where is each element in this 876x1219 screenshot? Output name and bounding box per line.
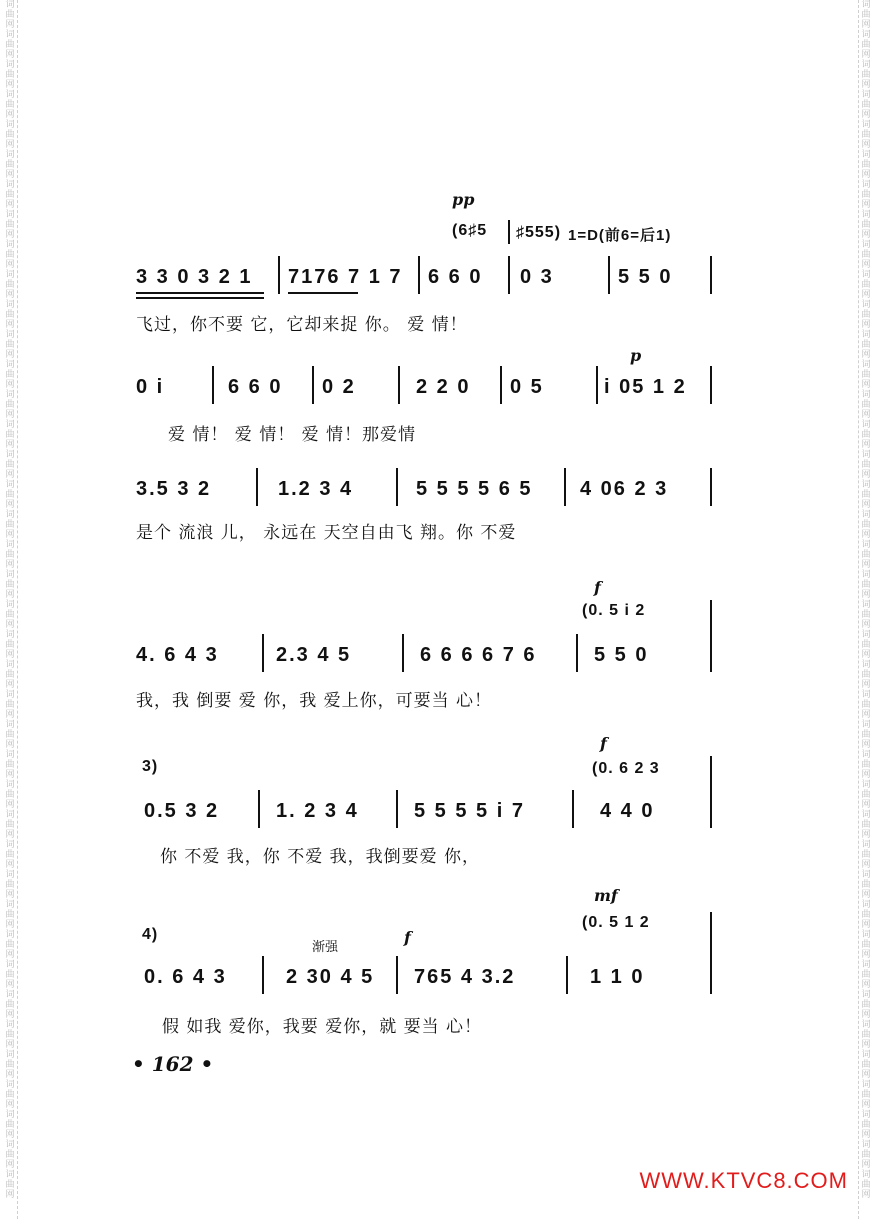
line2-measure4: 2 2 0 [416, 376, 471, 398]
barline [398, 366, 400, 404]
dynamic-f-3: f [404, 928, 411, 947]
barline [418, 256, 420, 294]
barline [402, 634, 404, 672]
line6-measure4: 1 1 0 [590, 966, 645, 988]
dynamic-pp: pp [452, 190, 475, 209]
dynamic-f: f [594, 578, 601, 597]
line1-measure3: 6 6 0 [428, 266, 483, 288]
pickup-notes-2: ♯555) [516, 224, 562, 241]
barline [312, 366, 314, 404]
underline [136, 292, 264, 294]
barline [500, 366, 502, 404]
barline [564, 468, 566, 506]
barline [608, 256, 610, 294]
barline [710, 912, 712, 994]
line5-measure3: 5 5 5 5 i 7 [414, 800, 525, 822]
line3-measure4: 4 06 2 3 [580, 478, 669, 500]
crescendo-marking: 渐强 [312, 940, 339, 955]
line5-measure4: 4 4 0 [600, 800, 655, 822]
right-watermark-strip: 词曲网词曲网词曲网词曲网词曲网词曲网词曲网词曲网词曲网词曲网词曲网词曲网词曲网词曲网词曲网词曲网词曲网词曲网词曲网词曲网词曲网词曲网词曲网词曲网词曲网词曲网词曲网词曲网词曲网词曲网词曲网词曲网词曲网词曲网词曲网词曲网词曲网词曲网词曲网词曲网 [858, 0, 873, 1219]
line2-measure6: i 05 1 2 [604, 376, 687, 398]
barline [710, 468, 712, 506]
line4-measure2: 2.3 4 5 [276, 644, 352, 666]
line4-measure4: 5 5 0 [594, 644, 649, 666]
site-watermark-text: WWW.KTVC8.COM [639, 1168, 848, 1193]
line5-carry-note: 3) [142, 758, 159, 775]
key-change: 1=D(前6=后1) [568, 227, 672, 244]
line3-measure1: 3.5 3 2 [136, 478, 212, 500]
line2-measure2: 6 6 0 [228, 376, 283, 398]
line5-measure1: 0.5 3 2 [144, 800, 220, 822]
line4-measure3: 6 6 6 6 7 6 [420, 644, 537, 666]
dynamic-f-2: f [600, 734, 607, 753]
line5-lyrics: 你 不爱 我，你 不爱 我，我倒要爱 你， [160, 847, 481, 867]
barline [262, 956, 264, 994]
line3-measure2: 1.2 3 4 [278, 478, 354, 500]
barline [710, 256, 712, 294]
line3-lyrics: 是个 流浪 儿， 永远在 天空自由飞 翔。你 不爱 [136, 523, 517, 543]
line2-measure3: 0 2 [322, 376, 356, 398]
line1-measure2: 7176 7 1 7 [288, 266, 403, 288]
line6-measure1: 0. 6 4 3 [144, 966, 227, 988]
line6-measure2: 2 30 4 5 [286, 966, 375, 988]
left-watermark-strip: 词曲网词曲网词曲网词曲网词曲网词曲网词曲网词曲网词曲网词曲网词曲网词曲网词曲网词曲网词曲网词曲网词曲网词曲网词曲网词曲网词曲网词曲网词曲网词曲网词曲网词曲网词曲网词曲网词曲网词曲网词曲网词曲网词曲网词曲网词曲网词曲网词曲网词曲网词曲网词曲网 [3, 0, 18, 1219]
site-watermark [639, 1168, 848, 1194]
line4-aux-notes: (0. 5 i 2 [582, 602, 646, 619]
barline [278, 256, 280, 294]
barline [212, 366, 214, 404]
line6-measure3: 765 4 3.2 [414, 966, 516, 988]
line1-measure4: 0 3 [520, 266, 554, 288]
line6-aux-notes: (0. 5 1 2 [582, 914, 650, 931]
barline [396, 790, 398, 828]
line1-lyrics: 飞过，你不要 它，它却来捉 你。 爱 情！ [136, 315, 468, 335]
line2-measure5: 0 5 [510, 376, 544, 398]
line2-lyrics: 爱 情！ 爱 情！ 爱 情！那爱情 [168, 425, 417, 445]
underline [288, 292, 358, 294]
dynamic-p: p [630, 346, 642, 365]
barline [576, 634, 578, 672]
line1-measure5: 5 5 0 [618, 266, 673, 288]
barline [258, 790, 260, 828]
line1-measure1: 3 3 0 3 2 1 [136, 266, 253, 288]
barline [508, 256, 510, 294]
barline [572, 790, 574, 828]
barline [710, 600, 712, 672]
pickup-notes: (6♯5 [452, 222, 488, 239]
page-number: • 162 • [132, 1052, 214, 1076]
line2-measure1: 0 i [136, 376, 165, 398]
header-barline [508, 220, 510, 244]
barline [396, 956, 398, 994]
barline [396, 468, 398, 506]
dynamic-mf: mf [594, 886, 618, 905]
line6-carry-note: 4) [142, 926, 159, 943]
underline [136, 297, 264, 299]
barline [596, 366, 598, 404]
barline [566, 956, 568, 994]
line3-measure3: 5 5 5 5 6 5 [416, 478, 533, 500]
line6-lyrics: 假 如我 爱你，我要 爱你，就 要当 心！ [162, 1017, 483, 1037]
barline [262, 634, 264, 672]
barline [710, 366, 712, 404]
line4-lyrics: 我，我 倒要 爱 你，我 爱上你，可要当 心！ [136, 691, 493, 711]
line5-measure2: 1. 2 3 4 [276, 800, 359, 822]
barline [710, 756, 712, 828]
line5-aux-notes: (0. 6 2 3 [592, 760, 660, 777]
barline [256, 468, 258, 506]
line4-measure1: 4. 6 4 3 [136, 644, 219, 666]
